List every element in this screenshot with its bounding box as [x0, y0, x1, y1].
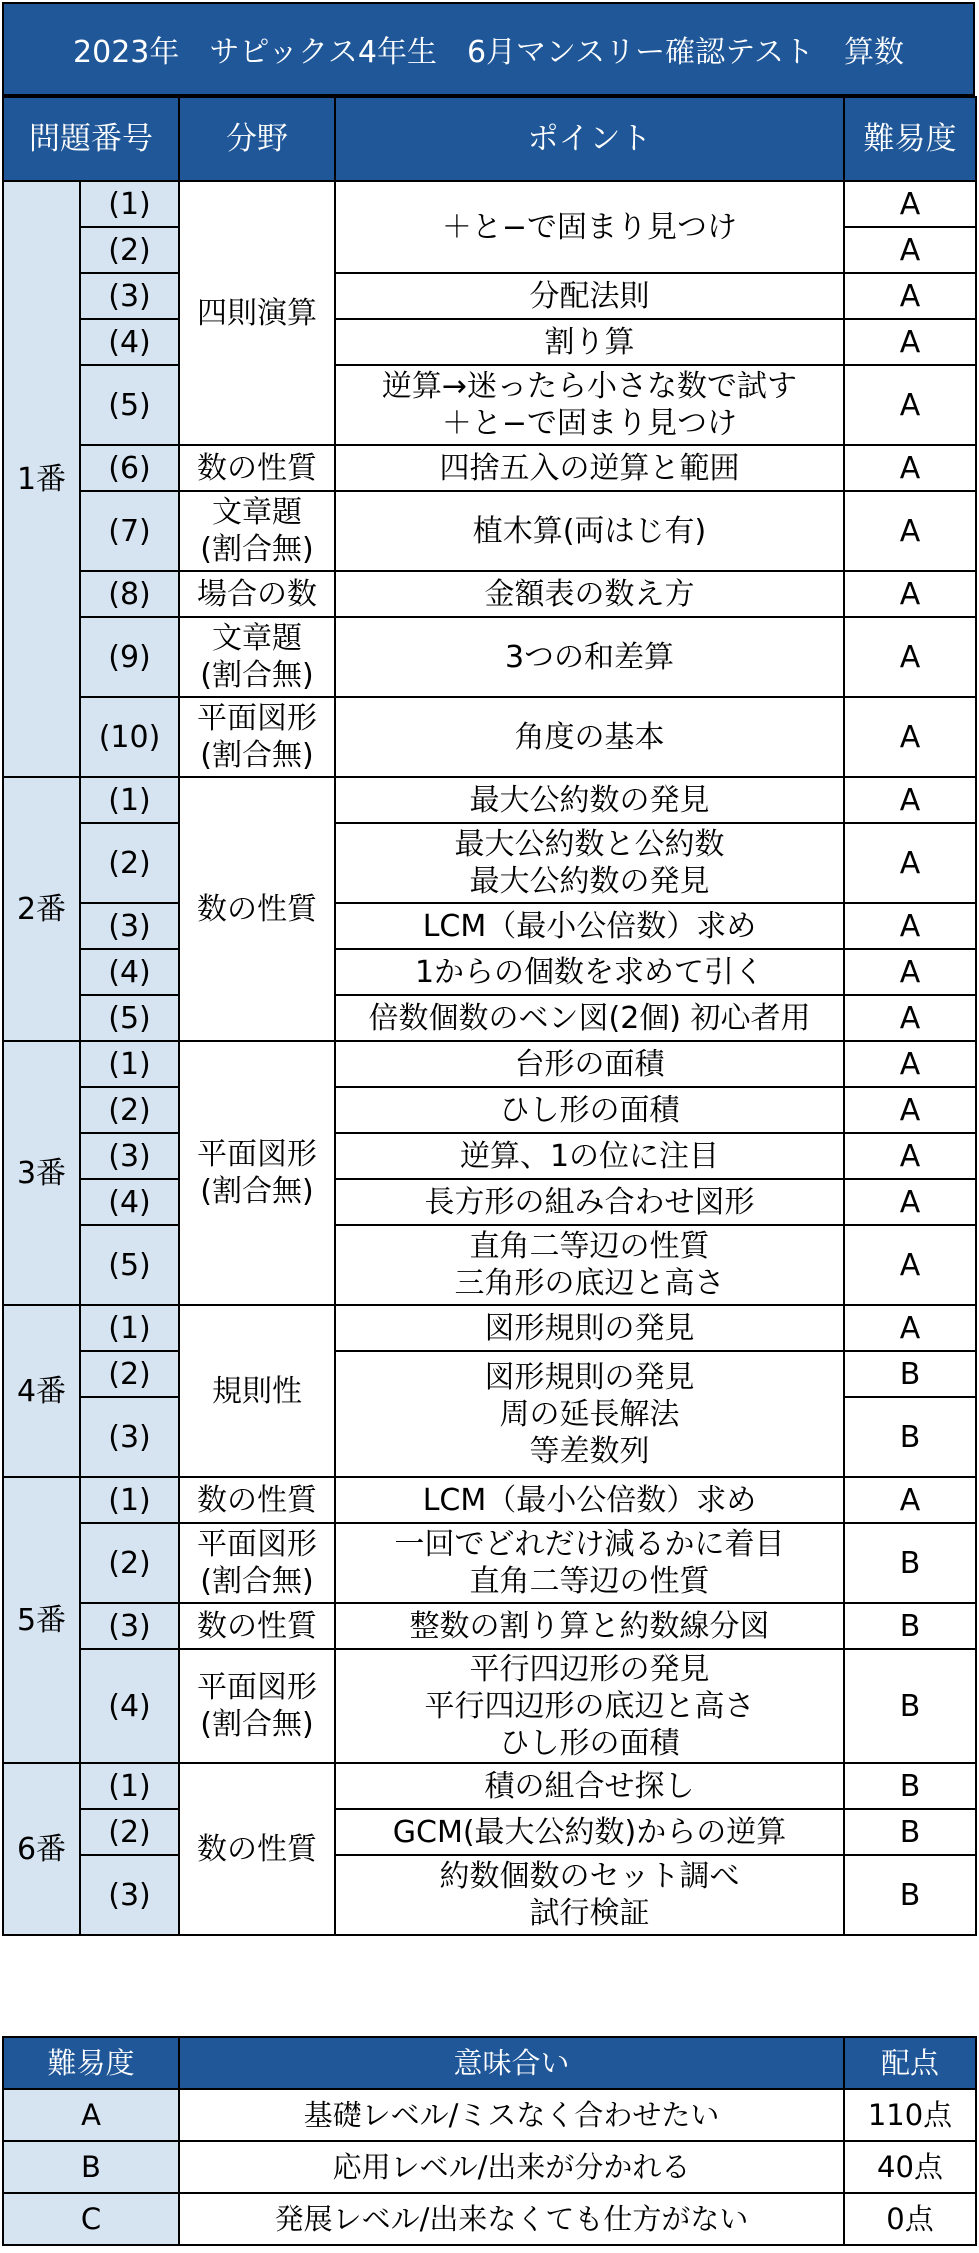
legend-header-row [3, 2037, 976, 2089]
field-cell: 文章題 (割合無) [179, 491, 335, 571]
table-row [3, 995, 976, 1041]
table-row [3, 949, 976, 995]
table-row [3, 903, 976, 949]
table-row [3, 445, 976, 491]
table-row [3, 181, 976, 227]
point-cell: GCM(最大公約数)からの逆算 [335, 1809, 844, 1855]
sub-question-number: (1) [80, 777, 179, 823]
difficulty-cell: B [844, 1351, 976, 1397]
table-row [3, 1649, 976, 1763]
difficulty-cell: A [844, 1041, 976, 1087]
point-cell: 図形規則の発見 周の延長解法 等差数列 [335, 1351, 844, 1477]
point-cell: 約数個数のセット調べ 試行検証 [335, 1855, 844, 1935]
point-cell: 最大公約数の発見 [335, 777, 844, 823]
point-cell: 割り算 [335, 319, 844, 365]
field-cell: 数の性質 [179, 1477, 335, 1523]
legend-header-meaning: 意味合い [179, 2037, 844, 2089]
header-point: ポイント [335, 97, 844, 181]
point-cell: 最大公約数と公約数 最大公約数の発見 [335, 823, 844, 903]
sub-question-number: (8) [80, 571, 179, 617]
difficulty-cell: A [844, 903, 976, 949]
table-row [3, 571, 976, 617]
sub-question-number: (6) [80, 445, 179, 491]
sub-question-number: (9) [80, 617, 179, 697]
sub-question-number: (4) [80, 1179, 179, 1225]
sub-question-number: (4) [80, 1649, 179, 1763]
table-row [3, 273, 976, 319]
difficulty-cell: A [844, 995, 976, 1041]
point-cell: 平行四辺形の発見 平行四辺形の底辺と高さ ひし形の面積 [335, 1649, 844, 1763]
table-row [3, 1477, 976, 1523]
point-cell: 分配法則 [335, 273, 844, 319]
legend-meaning-cell: 発展レベル/出来なくても仕方がない [179, 2193, 844, 2245]
sub-question-number: (1) [80, 1477, 179, 1523]
field-cell: 数の性質 [179, 445, 335, 491]
sub-question-number: (2) [80, 227, 179, 273]
sub-question-number: (5) [80, 365, 179, 445]
sub-question-number: (4) [80, 319, 179, 365]
difficulty-cell: A [844, 319, 976, 365]
difficulty-cell: A [844, 227, 976, 273]
table-row [3, 1179, 976, 1225]
sub-question-number: (3) [80, 903, 179, 949]
sub-question-number: (2) [80, 1087, 179, 1133]
table-row [3, 1041, 976, 1087]
question-group-label: 1番 [3, 181, 80, 777]
page-title: 2023年 サピックス4年生 6月マンスリー確認テスト 算数 [2, 2, 975, 96]
legend-row [3, 2193, 976, 2245]
field-cell: 平面図形 (割合無) [179, 1523, 335, 1603]
question-group-label: 2番 [3, 777, 80, 1041]
legend-row [3, 2089, 976, 2141]
difficulty-cell: A [844, 777, 976, 823]
point-cell: 倍数個数のベン図(2個) 初心者用 [335, 995, 844, 1041]
difficulty-cell: A [844, 491, 976, 571]
point-cell: 台形の面積 [335, 1041, 844, 1087]
legend-meaning-cell: 応用レベル/出来が分かれる [179, 2141, 844, 2193]
point-cell: 3つの和差算 [335, 617, 844, 697]
point-cell: 逆算→迷ったら小さな数で試す ＋と−で固まり見つけ [335, 365, 844, 445]
table-row [3, 1351, 976, 1397]
table-row [3, 365, 976, 445]
sub-question-number: (4) [80, 949, 179, 995]
point-cell: 金額表の数え方 [335, 571, 844, 617]
sub-question-number: (2) [80, 823, 179, 903]
table-row [3, 1763, 976, 1809]
difficulty-cell: A [844, 1477, 976, 1523]
point-cell: 図形規則の発見 [335, 1305, 844, 1351]
field-cell: 平面図形 (割合無) [179, 1041, 335, 1305]
difficulty-cell: A [844, 949, 976, 995]
point-cell: ひし形の面積 [335, 1087, 844, 1133]
difficulty-cell: B [844, 1603, 976, 1649]
legend-score-cell: 40点 [844, 2141, 976, 2193]
sub-question-number: (3) [80, 273, 179, 319]
table-row [3, 617, 976, 697]
sub-question-number: (1) [80, 1305, 179, 1351]
difficulty-cell: B [844, 1855, 976, 1935]
difficulty-cell: A [844, 697, 976, 777]
difficulty-cell: A [844, 1087, 976, 1133]
field-cell: 文章題 (割合無) [179, 617, 335, 697]
sub-question-number: (7) [80, 491, 179, 571]
point-cell: 四捨五入の逆算と範囲 [335, 445, 844, 491]
difficulty-cell: A [844, 365, 976, 445]
table-row [3, 1809, 976, 1855]
legend-header-level: 難易度 [3, 2037, 179, 2089]
difficulty-cell: B [844, 1523, 976, 1603]
legend-score-cell: 0点 [844, 2193, 976, 2245]
difficulty-legend-table [2, 2036, 977, 2246]
table-row [3, 1305, 976, 1351]
question-group-label: 5番 [3, 1477, 80, 1763]
sub-question-number: (5) [80, 995, 179, 1041]
sub-question-number: (3) [80, 1603, 179, 1649]
table-row [3, 1133, 976, 1179]
table-row [3, 777, 976, 823]
difficulty-cell: A [844, 571, 976, 617]
difficulty-cell: B [844, 1649, 976, 1763]
point-cell: 直角二等辺の性質 三角形の底辺と高さ [335, 1225, 844, 1305]
difficulty-cell: A [844, 445, 976, 491]
difficulty-cell: A [844, 1179, 976, 1225]
point-cell: LCM（最小公倍数）求め [335, 1477, 844, 1523]
sub-question-number: (1) [80, 1041, 179, 1087]
point-cell: LCM（最小公倍数）求め [335, 903, 844, 949]
difficulty-cell: A [844, 1133, 976, 1179]
sub-question-number: (2) [80, 1809, 179, 1855]
field-cell: 数の性質 [179, 1603, 335, 1649]
point-cell: ＋と−で固まり見つけ [335, 181, 844, 273]
difficulty-cell: B [844, 1809, 976, 1855]
point-cell: 逆算、1の位に注目 [335, 1133, 844, 1179]
header-field: 分野 [179, 97, 335, 181]
legend-level-cell: A [3, 2089, 179, 2141]
question-group-label: 4番 [3, 1305, 80, 1477]
point-cell: 植木算(両はじ有) [335, 491, 844, 571]
sub-question-number: (2) [80, 1523, 179, 1603]
point-cell: 整数の割り算と約数線分図 [335, 1603, 844, 1649]
difficulty-cell: A [844, 1305, 976, 1351]
point-cell: 積の組合せ探し [335, 1763, 844, 1809]
point-cell: 角度の基本 [335, 697, 844, 777]
legend-level-cell: B [3, 2141, 179, 2193]
table-row [3, 1523, 976, 1603]
sub-question-number: (10) [80, 697, 179, 777]
field-cell: 四則演算 [179, 181, 335, 445]
difficulty-cell: B [844, 1763, 976, 1809]
question-group-label: 6番 [3, 1763, 80, 1935]
table-row [3, 491, 976, 571]
table-row [3, 1087, 976, 1133]
field-cell: 数の性質 [179, 777, 335, 1041]
table-row [3, 1855, 976, 1935]
legend-row [3, 2141, 976, 2193]
difficulty-cell: A [844, 617, 976, 697]
point-cell: 長方形の組み合わせ図形 [335, 1179, 844, 1225]
question-group-label: 3番 [3, 1041, 80, 1305]
legend-header-score: 配点 [844, 2037, 976, 2089]
sub-question-number: (1) [80, 1763, 179, 1809]
sub-question-number: (5) [80, 1225, 179, 1305]
header-difficulty: 難易度 [844, 97, 976, 181]
table-header-row [3, 97, 976, 181]
sub-question-number: (3) [80, 1133, 179, 1179]
difficulty-cell: A [844, 273, 976, 319]
sub-question-number: (2) [80, 1351, 179, 1397]
field-cell: 数の性質 [179, 1763, 335, 1935]
table-row [3, 823, 976, 903]
legend-level-cell: C [3, 2193, 179, 2245]
header-question: 問題番号 [3, 97, 179, 181]
legend-meaning-cell: 基礎レベル/ミスなく合わせたい [179, 2089, 844, 2141]
table-row [3, 1603, 976, 1649]
field-cell: 場合の数 [179, 571, 335, 617]
difficulty-cell: A [844, 1225, 976, 1305]
field-cell: 平面図形 (割合無) [179, 1649, 335, 1763]
table-row [3, 319, 976, 365]
difficulty-cell: A [844, 181, 976, 227]
legend-score-cell: 110点 [844, 2089, 976, 2141]
sub-question-number: (3) [80, 1397, 179, 1477]
point-cell: 1からの個数を求めて引く [335, 949, 844, 995]
sub-question-number: (3) [80, 1855, 179, 1935]
difficulty-cell: A [844, 823, 976, 903]
table-row [3, 697, 976, 777]
difficulty-cell: B [844, 1397, 976, 1477]
question-table [2, 96, 977, 1936]
point-cell: 一回でどれだけ減るかに着目 直角二等辺の性質 [335, 1523, 844, 1603]
table-row [3, 1225, 976, 1305]
field-cell: 平面図形 (割合無) [179, 697, 335, 777]
sub-question-number: (1) [80, 181, 179, 227]
field-cell: 規則性 [179, 1305, 335, 1477]
